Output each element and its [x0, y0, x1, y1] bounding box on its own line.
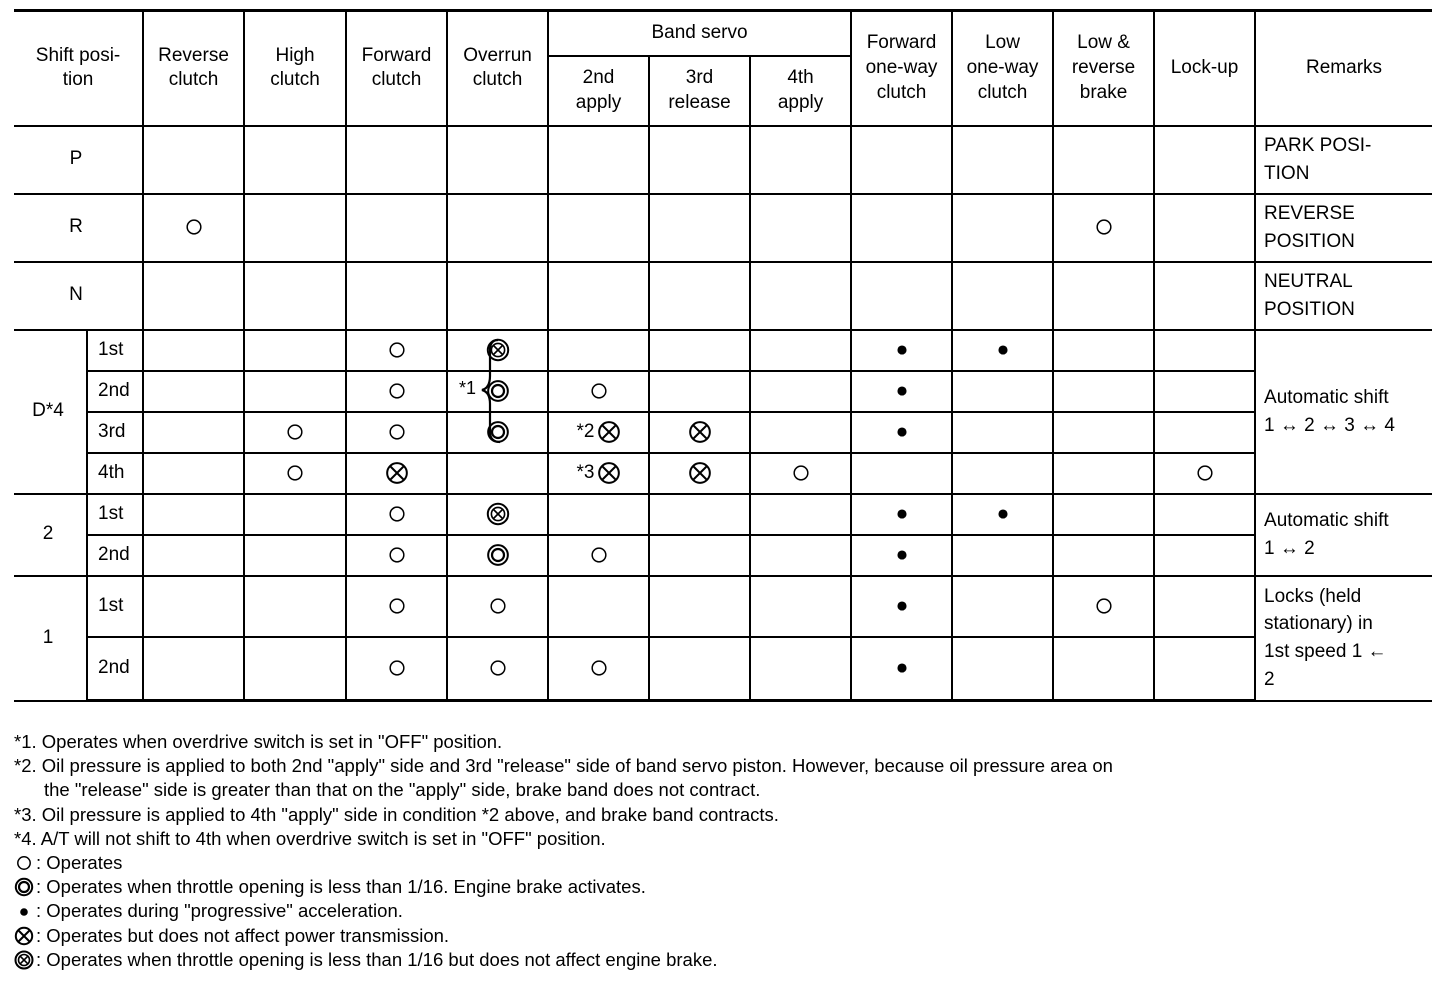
header-high: High clutch [244, 11, 346, 126]
footnotes [14, 730, 1434, 972]
shift-position-cell: 2 [14, 494, 87, 576]
cell-lock [1154, 576, 1255, 637]
crossed-double-circle-icon [14, 950, 34, 970]
footnote-mark: *1. [14, 731, 37, 752]
cell-rev [143, 412, 244, 453]
cell-rev [143, 371, 244, 412]
header-rev: Reverse clutch [143, 11, 244, 126]
open-circle-icon [386, 544, 408, 566]
legend-item [14, 924, 1434, 948]
remarks-cell: PARK POSI- TION [1255, 126, 1432, 194]
table-row [14, 126, 1432, 194]
cell-lrb [1053, 262, 1154, 330]
cell-l1w [952, 494, 1053, 535]
cell-f1w [851, 637, 952, 701]
cell-f1w [851, 453, 952, 494]
open-circle-icon [790, 462, 812, 484]
cell-lrb [1053, 535, 1154, 576]
footnote [14, 827, 1434, 851]
cell-rev [143, 453, 244, 494]
footnote-ref: *2 [576, 420, 595, 442]
cell-lrb [1053, 412, 1154, 453]
gear-cell: 2nd [87, 371, 143, 412]
cell-l1w [952, 576, 1053, 637]
legend-item [14, 875, 1434, 899]
table-row [14, 535, 1432, 576]
open-circle-icon [588, 544, 610, 566]
remarks-cell: REVERSE POSITION [1255, 194, 1432, 262]
shift-position-cell: N [14, 262, 143, 330]
footnote-continuation: the "release" side is greater than that on the "apply" side, brake band does not contract. [44, 779, 761, 801]
gear-cell: 1st [87, 576, 143, 637]
open-circle-icon [386, 595, 408, 617]
cell-b4 [750, 453, 851, 494]
table-row [14, 371, 1432, 412]
footnote-text: Operates when overdrive switch is set in "OFF" position. [41, 731, 503, 752]
header-lock: Lock-up [1154, 11, 1255, 126]
crossed-circle-icon [385, 461, 409, 485]
cell-fwd [346, 262, 447, 330]
cell-l1w [952, 453, 1053, 494]
crossed-circle-icon [597, 420, 621, 444]
cell-f1w [851, 194, 952, 262]
open-circle-icon [487, 657, 509, 679]
cell-l1w [952, 194, 1053, 262]
cell-fwd [346, 637, 447, 701]
legend-text: : Operates when throttle opening is less than 1/16. Engine brake activates. [36, 876, 646, 898]
open-circle-icon [588, 657, 610, 679]
cell-lock [1154, 194, 1255, 262]
cell-b4 [750, 371, 851, 412]
shift-position-cell: 1 [14, 576, 87, 701]
cell-b4 [750, 576, 851, 637]
cell-f1w [851, 371, 952, 412]
cell-fwd [346, 535, 447, 576]
cell-high [244, 637, 346, 701]
cell-b2 [548, 262, 649, 330]
cell-b4 [750, 194, 851, 262]
cell-high [244, 330, 346, 371]
cell-rev [143, 330, 244, 371]
cell-lock [1154, 494, 1255, 535]
gear-cell: 1st [87, 494, 143, 535]
shift-position-cell: R [14, 194, 143, 262]
cell-l1w [952, 637, 1053, 701]
header-fwd: Forward clutch [346, 11, 447, 126]
cell-l1w [952, 262, 1053, 330]
open-circle-icon [386, 421, 408, 443]
footnote-text: Oil pressure is applied to both 2nd "apply" side and 3rd "release" side of band servo piston. However, because oil pressure area on [41, 755, 1113, 777]
legend-item [14, 899, 1434, 923]
cell-b2 [548, 330, 649, 371]
double-circle-icon [486, 543, 510, 567]
gear-cell: 4th [87, 453, 143, 494]
cell-rev [143, 576, 244, 637]
crossed-double-circle-icon [486, 502, 510, 526]
header-f1w: Forward one-way clutch [851, 11, 952, 126]
cell-lrb [1053, 371, 1154, 412]
cell-ovr [447, 194, 548, 262]
header-l1w: Low one-way clutch [952, 11, 1053, 126]
cell-b2 [548, 371, 649, 412]
solid-dot-icon [890, 420, 914, 444]
crossed-circle-icon [597, 461, 621, 485]
footnote-text: A/T will not shift to 4th when overdrive switch is set in "OFF" position. [40, 827, 606, 849]
crossed-circle-icon [14, 926, 34, 946]
footnote-mark: *3. [14, 803, 37, 825]
cell-b2 [548, 194, 649, 262]
cell-b3 [649, 371, 750, 412]
table-row [14, 330, 1432, 371]
table-row [14, 453, 1432, 494]
solid-dot-icon [890, 379, 914, 403]
cell-fwd [346, 194, 447, 262]
cell-rev [143, 262, 244, 330]
cell-lrb [1053, 330, 1154, 371]
cell-b2 [548, 535, 649, 576]
open-circle-icon [1093, 216, 1115, 238]
open-circle-icon [1194, 462, 1216, 484]
cell-b3 [649, 637, 750, 701]
remarks-cell: Automatic shift 1 ↔ 2 ↔ 3 ↔ 4 [1255, 330, 1432, 494]
solid-dot-icon [890, 543, 914, 567]
solid-dot-icon [890, 338, 914, 362]
cell-ovr [447, 453, 548, 494]
cell-rev [143, 637, 244, 701]
cell-b2 [548, 453, 649, 494]
cell-lock [1154, 262, 1255, 330]
cell-high [244, 494, 346, 535]
cell-b4 [750, 126, 851, 194]
footnote-mark: *4. [14, 827, 37, 849]
header-ovr: Overrun clutch [447, 11, 548, 126]
open-circle-icon [386, 339, 408, 361]
solid-dot-icon [890, 502, 914, 526]
cell-b3 [649, 453, 750, 494]
double-circle-icon [14, 877, 34, 897]
cell-lrb [1053, 494, 1154, 535]
cell-lock [1154, 412, 1255, 453]
footnote [14, 754, 1434, 778]
legend-text: : Operates [36, 852, 123, 874]
cell-b2 [548, 637, 649, 701]
legend-text: : Operates during "progressive" acceleration. [36, 900, 403, 922]
header-lrb: Low & reverse brake [1053, 11, 1154, 126]
cell-high [244, 371, 346, 412]
cell-b4 [750, 494, 851, 535]
cell-ovr [447, 535, 548, 576]
cell-b3 [649, 194, 750, 262]
cell-b4 [750, 330, 851, 371]
solid-dot-icon [890, 594, 914, 618]
cell-high [244, 535, 346, 576]
cell-b2 [548, 576, 649, 637]
cell-fwd [346, 330, 447, 371]
cell-fwd [346, 453, 447, 494]
solid-dot-icon [14, 902, 34, 922]
header-shift-position: Shift posi- tion [14, 11, 143, 126]
cell-l1w [952, 330, 1053, 371]
open-circle-icon [183, 216, 205, 238]
footnote-ref: *3 [576, 461, 595, 483]
cell-f1w [851, 494, 952, 535]
table-row [14, 637, 1432, 701]
open-circle-icon [284, 421, 306, 443]
remarks-cell: NEUTRAL POSITION [1255, 262, 1432, 330]
cell-ovr [447, 637, 548, 701]
cell-lock [1154, 126, 1255, 194]
cell-b2 [548, 126, 649, 194]
cell-high [244, 453, 346, 494]
cell-l1w [952, 412, 1053, 453]
cell-b3 [649, 126, 750, 194]
cell-lrb [1053, 126, 1154, 194]
cell-f1w [851, 535, 952, 576]
crossed-circle-icon [688, 461, 712, 485]
cell-high [244, 262, 346, 330]
cell-lock [1154, 330, 1255, 371]
cell-fwd [346, 412, 447, 453]
remarks-cell: Locks (held stationary) in 1st speed 1 ← 2 [1255, 576, 1432, 701]
gear-cell: 3rd [87, 412, 143, 453]
cell-b4 [750, 637, 851, 701]
open-circle-icon [284, 462, 306, 484]
cell-b3 [649, 330, 750, 371]
footnote-text: Oil pressure is applied to 4th "apply" side in condition *2 above, and brake band contracts. [41, 803, 779, 825]
cell-b2 [548, 494, 649, 535]
header-b4: 4th apply [750, 56, 851, 126]
header-remarks: Remarks [1255, 11, 1432, 126]
header-band-servo: Band servo [548, 11, 851, 56]
gear-cell: 2nd [87, 535, 143, 576]
cell-fwd [346, 371, 447, 412]
cell-f1w [851, 330, 952, 371]
cell-lrb [1053, 194, 1154, 262]
cell-fwd [346, 494, 447, 535]
cell-high [244, 576, 346, 637]
cell-b3 [649, 412, 750, 453]
table-row [14, 194, 1432, 262]
cell-rev [143, 126, 244, 194]
open-circle-icon [588, 380, 610, 402]
crossed-circle-icon [688, 420, 712, 444]
open-circle-icon [1093, 595, 1115, 617]
legend-text: : Operates but does not affect power transmission. [36, 924, 450, 946]
open-circle-icon [14, 853, 34, 873]
cell-f1w [851, 412, 952, 453]
open-circle-icon [386, 380, 408, 402]
cell-rev [143, 535, 244, 576]
brace-note-label: *1 [459, 378, 477, 398]
cell-b3 [649, 262, 750, 330]
legend-item [14, 851, 1434, 875]
shift-position-cell: P [14, 126, 143, 194]
footnote-mark: *2. [14, 755, 37, 777]
cell-f1w [851, 576, 952, 637]
cell-b4 [750, 412, 851, 453]
cell-lock [1154, 453, 1255, 494]
gear-cell: 1st [87, 330, 143, 371]
cell-b3 [649, 494, 750, 535]
shift-position-cell: D*4 [14, 330, 87, 494]
cell-lrb [1053, 576, 1154, 637]
legend-item [14, 948, 1434, 972]
header-b3: 3rd release [649, 56, 750, 126]
cell-high [244, 412, 346, 453]
open-circle-icon [487, 595, 509, 617]
open-circle-icon [386, 503, 408, 525]
legend-text: : Operates when throttle opening is less than 1/16 but does not affect engine brake. [36, 948, 718, 970]
footnote [14, 803, 1434, 827]
footnote [14, 730, 1434, 754]
solid-dot-icon [991, 502, 1015, 526]
cell-rev [143, 194, 244, 262]
cell-lock [1154, 535, 1255, 576]
cell-high [244, 126, 346, 194]
cell-rev [143, 494, 244, 535]
table-row [14, 262, 1432, 330]
cell-lock [1154, 637, 1255, 701]
cell-b3 [649, 535, 750, 576]
remarks-cell: Automatic shift 1 ↔ 2 [1255, 494, 1432, 576]
cell-lock [1154, 371, 1255, 412]
cell-ovr [447, 494, 548, 535]
cell-b4 [750, 535, 851, 576]
cell-ovr [447, 262, 548, 330]
cell-l1w [952, 126, 1053, 194]
cell-b4 [750, 262, 851, 330]
cell-lrb [1053, 637, 1154, 701]
open-circle-icon [386, 657, 408, 679]
cell-ovr [447, 576, 548, 637]
cell-l1w [952, 371, 1053, 412]
cell-fwd [346, 126, 447, 194]
cell-lrb [1053, 453, 1154, 494]
solid-dot-icon [991, 338, 1015, 362]
table-row [14, 494, 1432, 535]
cell-l1w [952, 535, 1053, 576]
clutch-band-chart [14, 9, 1432, 702]
solid-dot-icon [890, 656, 914, 680]
table-row [14, 576, 1432, 637]
cell-b2 [548, 412, 649, 453]
table-row [14, 412, 1432, 453]
cell-f1w [851, 262, 952, 330]
cell-b3 [649, 576, 750, 637]
cell-ovr [447, 126, 548, 194]
gear-cell: 2nd [87, 637, 143, 701]
cell-high [244, 194, 346, 262]
header-b2: 2nd apply [548, 56, 649, 126]
cell-fwd [346, 576, 447, 637]
cell-f1w [851, 126, 952, 194]
